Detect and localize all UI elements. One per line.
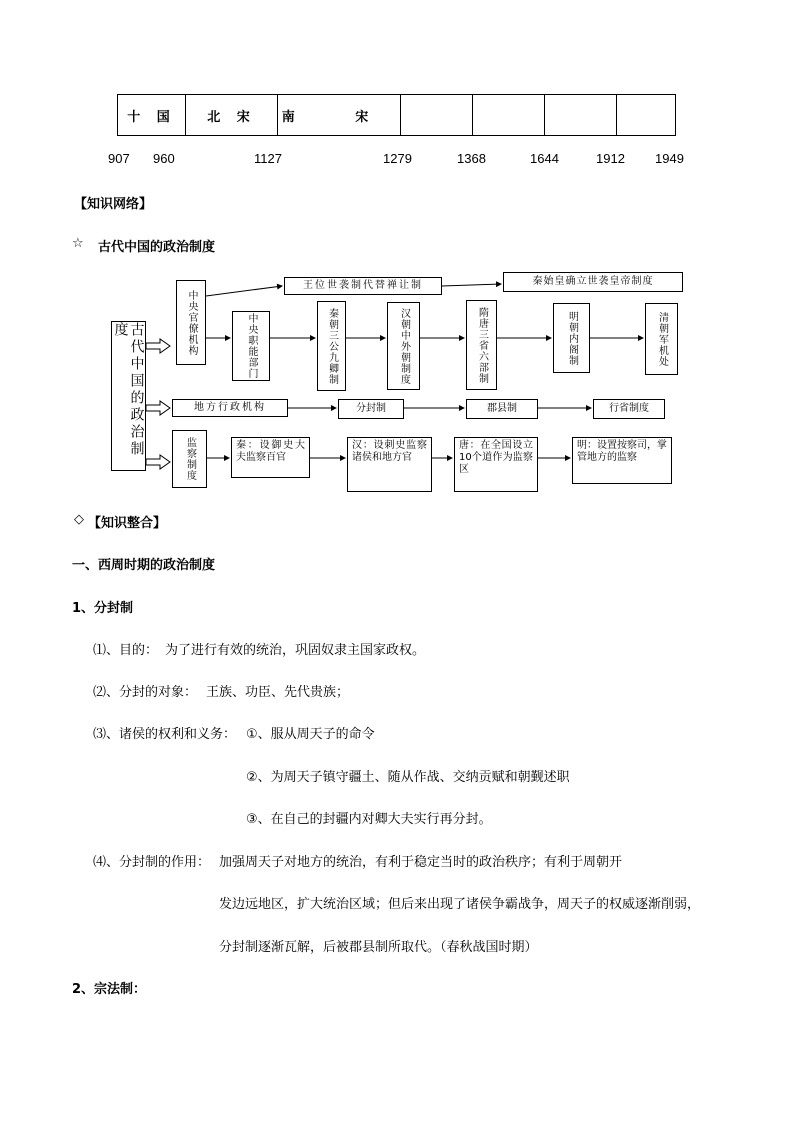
timeline-cell-nansong: 南 宋: [278, 95, 401, 135]
knowledge-network-heading: 【知识网络】: [74, 197, 153, 212]
tang-supervision-box: 唐：在全国设立10个道作为监察区: [454, 437, 538, 492]
function-line-2: 发边远地区，扩大统治区域；但后来出现了诸侯争霸战争，周天子的权威逐渐削弱，: [219, 897, 701, 912]
rights-item-1: ①、服从周天子的命令: [246, 727, 375, 742]
ming-cabinet-box: 明朝内阁制: [553, 303, 590, 373]
timeline-cell-beisong: 北 宋: [186, 95, 278, 135]
timeline-year: 1127: [254, 151, 282, 166]
function-line-3: 分封制逐渐瓦解，后被郡县制所取代。（春秋战国时期）: [219, 940, 538, 955]
rights-item-2: ②、为周天子镇守疆土、随从作战、交纳贡赋和朝觐述职: [246, 770, 570, 785]
purpose-text: 为了进行有效的统治，巩固奴隶主国家政权。: [165, 643, 426, 658]
diamond-icon: ◇: [74, 512, 84, 527]
timeline-year: 1912: [596, 151, 625, 166]
supervision-box: 监察制度: [172, 430, 207, 488]
section-1-heading: 一、西周时期的政治制度: [72, 558, 216, 573]
purpose-label: ⑴、目的：: [93, 643, 159, 658]
rights-label: ⑶、诸侯的权利和义务：: [93, 727, 237, 742]
subsection-fenfeng-heading: 1、分封制: [72, 601, 134, 616]
knowledge-integration-heading: 【知识整合】: [88, 516, 167, 531]
diagram-root-box: 古代中国的政治制度: [111, 321, 146, 471]
suitang-sansheng-box: 隋唐三省六部制: [466, 300, 497, 390]
targets-label: ⑵、分封的对象：: [93, 685, 198, 700]
ancient-politics-heading: 古代中国的政治制度: [98, 240, 216, 255]
ming-supervision-box: 明：设置按察司，掌管地方的监察: [572, 437, 672, 484]
timeline-cell-shiguo: 十 国: [118, 95, 186, 135]
qin-supervision-box: 秦：设御史大夫监察百官: [231, 437, 310, 478]
function-line-1: 加强周天子对地方的统治，有利于稳定当时的政治秩序；有利于周朝开: [219, 855, 623, 870]
central-bureaucracy-box: 中央官僚机构: [176, 280, 206, 365]
junxian-box: 郡县制: [466, 399, 538, 419]
han-supervision-box: 汉：设刺史监察诸侯和地方官: [347, 437, 432, 492]
timeline-year: 1644: [530, 151, 559, 166]
subsection-zongfa-heading: 2、宗法制：: [72, 982, 147, 997]
hereditary-succession-box: 王位世袭制代替禅让制: [284, 277, 442, 295]
star-icon: ☆: [72, 236, 84, 251]
han-court-box: 汉朝中外朝制度: [387, 302, 420, 390]
fenfeng-box: 分封制: [338, 399, 404, 419]
local-admin-box: 地方行政机构: [172, 399, 288, 417]
qing-junjichu-box: 清朝军机处: [645, 303, 678, 375]
timeline-year: 907: [108, 151, 130, 166]
timeline-year: 960: [153, 151, 175, 166]
xingsheng-box: 行省制度: [593, 399, 665, 419]
rights-item-3: ③、在自己的封疆内对卿大夫实行再分封。: [246, 812, 492, 827]
qin-sangong-box: 秦朝三公九卿制: [317, 301, 346, 391]
targets-text: 王族、功臣、先代贵族；: [206, 685, 350, 700]
qin-emperor-system-box: 秦始皇确立世袭皇帝制度: [503, 272, 683, 292]
timeline-year: 1949: [655, 151, 684, 166]
central-departments-box: 中央职能部门: [232, 311, 270, 381]
timeline-year: 1279: [383, 151, 412, 166]
function-label: ⑷、分封制的作用：: [93, 855, 211, 870]
timeline-year: 1368: [457, 151, 486, 166]
